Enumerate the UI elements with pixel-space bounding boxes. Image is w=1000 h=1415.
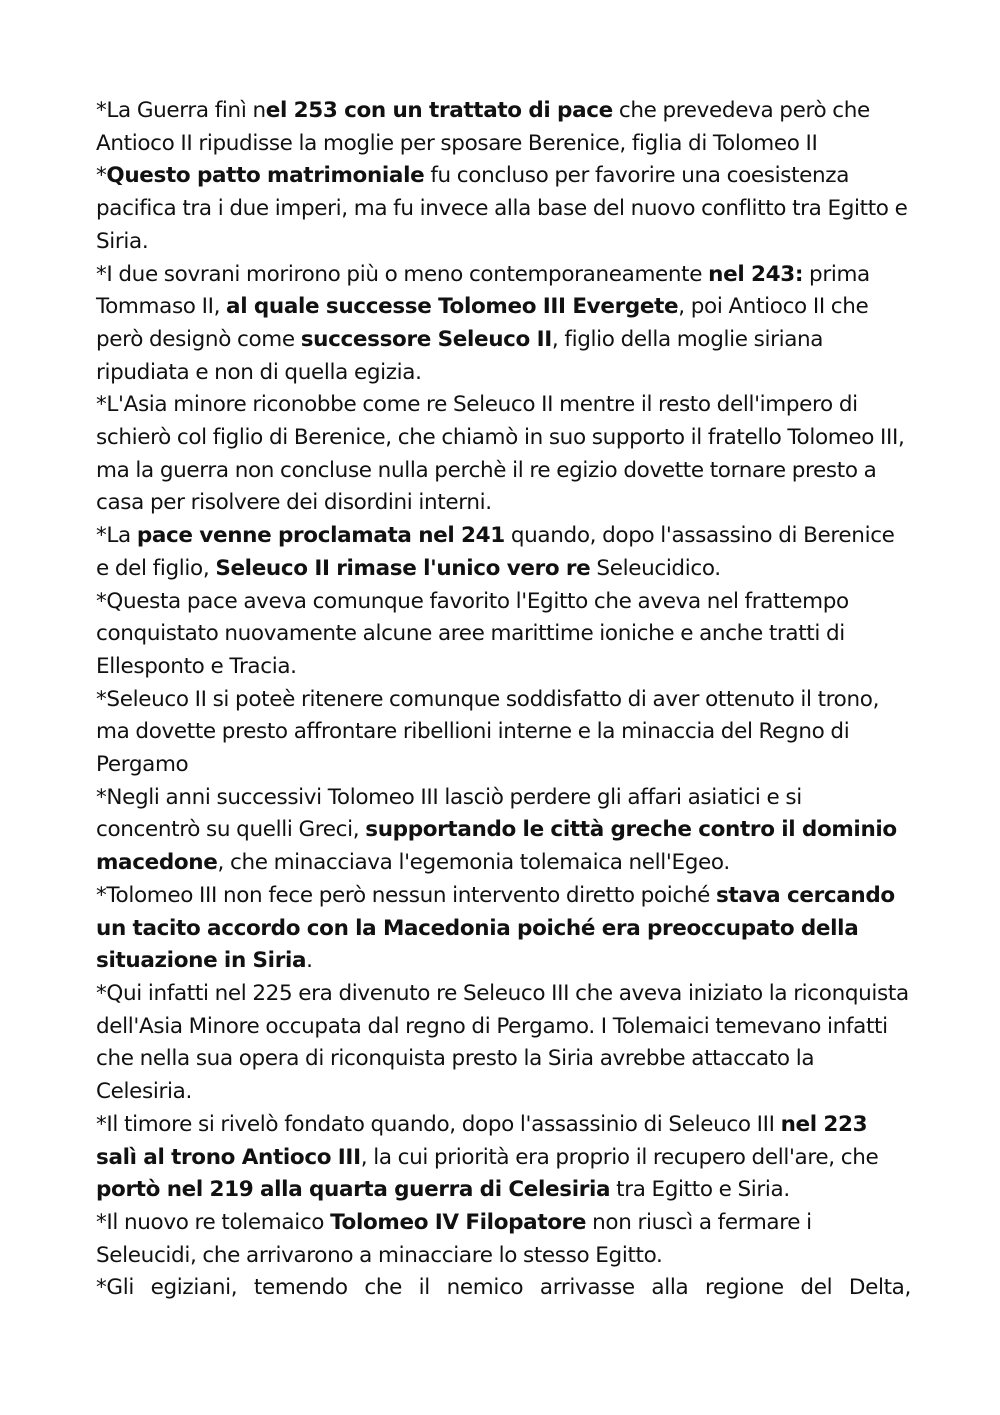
text-run: non riuscì a fermare i Seleucidi, che arrivarono a minacciare lo stesso Egitto. [96,1209,812,1268]
text-run: prima Tommaso II, [96,261,870,320]
paragraph-sovereigns-death-243 [96,259,911,390]
paragraph-seleuco-ii [96,684,911,782]
paragraph-peace-241 [96,520,911,585]
text-run: tra Egitto e Siria. [610,1177,790,1203]
text-run: quando, dopo l'assassino di Berenice e del figlio, [96,523,895,581]
text-run: . [306,948,313,974]
text-run: , figlio della moglie siriana ripudiata e non di quella egizia. [96,326,824,385]
text-run: *Il nuovo re tolemaico [96,1209,331,1235]
bold-text-run: pace venne proclamata nel 241 [136,523,505,549]
text-run: Seleucidico. [590,555,721,581]
paragraph-marriage-pact [96,160,911,258]
bold-text-run: el 253 con un trattato di pace [265,98,613,123]
bold-text-run: successore Seleuco II [300,326,552,352]
text-run: *Questa pace aveva comunque favorito l'Egitto che aveva nel frattempo conquistato nuovamente alcune aree marittime ioniche e anche tratti di Ellesponto e Tracia. [96,588,849,679]
bold-text-run: nel 243: [708,261,804,287]
text-run: *L'Asia minore riconobbe come re Seleuco II mentre il resto dell'impero di schierò col figlio di Berenice, che chiamò in suo supporto il fratello Tolomeo III, ma la guerra non concluse nulla perchè il re egizio dovette tornare presto a casa per risolvere dei disordini interni. [96,392,905,516]
paragraph-egyptians-delta [96,1272,911,1305]
text-run: *Il timore si rivelò fondato quando, dopo l'assassinio di Seleuco III [96,1111,781,1137]
text-run: che prevedeva però che Antioco II ripudisse la moglie per sposare Berenice, figlia di Tolomeo II [96,98,870,156]
text-run: * [96,163,107,189]
paragraph-antioco-iii [96,1109,911,1207]
paragraph-tolomeo-iv [96,1207,911,1272]
text-run: *Tolomeo III non fece però nessun intervento diretto poiché [96,882,716,908]
text-run: *Negli anni successivi Tolomeo III lasciò perdere gli affari asiatici e si concentrò su quelli Greci, [96,784,802,843]
bold-text-run: portò nel 219 alla quarta guerra di Celesiria [96,1177,611,1203]
text-run: *La Guerra finì n [96,98,266,123]
text-run: *Qui infatti nel 225 era divenuto re Seleuco III che aveva iniziato la riconquista dell'Asia Minore occupata dal regno di Pergamo. I Tolemaici temevano infatti che nella sua opera di riconquista presto la Siria avrebbe attaccato la Celesiria. [96,980,909,1105]
text-run: , poi Antioco II che però designò come [96,294,869,352]
bold-text-run: Questo patto matrimoniale [106,163,425,189]
bold-text-run: nel 223 salì al trono Antioco III [96,1111,868,1170]
paragraph-egypt-favored [96,586,911,684]
text-run: *Gli egiziani, temendo che il nemico arrivasse alla regione del Delta, [96,1275,911,1301]
bold-text-run: Tolomeo IV Filopatore [330,1209,587,1235]
bold-text-run: supportando le città greche contro il dominio macedone [96,817,897,876]
paragraph-asia-minor [96,389,911,520]
bold-text-run: al quale successe Tolomeo III Evergete [226,294,679,320]
bold-text-run: Seleuco II rimase l'unico vero re [215,555,591,581]
text-run: *Seleuco II si poteè ritenere comunque soddisfatto di aver ottenuto il trono, ma dovette presto affrontare ribellioni interne e la minaccia del Regno di Pergamo [96,686,880,778]
paragraph-seleuco-iii [96,978,911,1109]
bold-text-run: stava cercando un tacito accordo con la Macedonia poiché era preoccupato della situazione in Siria [96,882,895,974]
paragraph-macedonia-accord [96,880,911,978]
text-run: , che minacciava l'egemonia tolemaica nell'Egeo. [217,850,730,876]
text-run: fu concluso per favorire una coesistenza pacifica tra i due imperi, ma fu invece alla base del nuovo conflitto tra Egitto e Siria. [96,163,908,254]
paragraph-tolomeo-iii-greek-affairs [96,782,911,880]
text-run: , la cui priorità era proprio il recupero dell'are, che [360,1144,879,1170]
text-run: *I due sovrani morirono più o meno contemporaneamente [96,261,709,287]
paragraph-peace-treaty-253 [96,95,911,160]
text-run: *La [96,523,137,549]
document-page [96,95,911,1305]
